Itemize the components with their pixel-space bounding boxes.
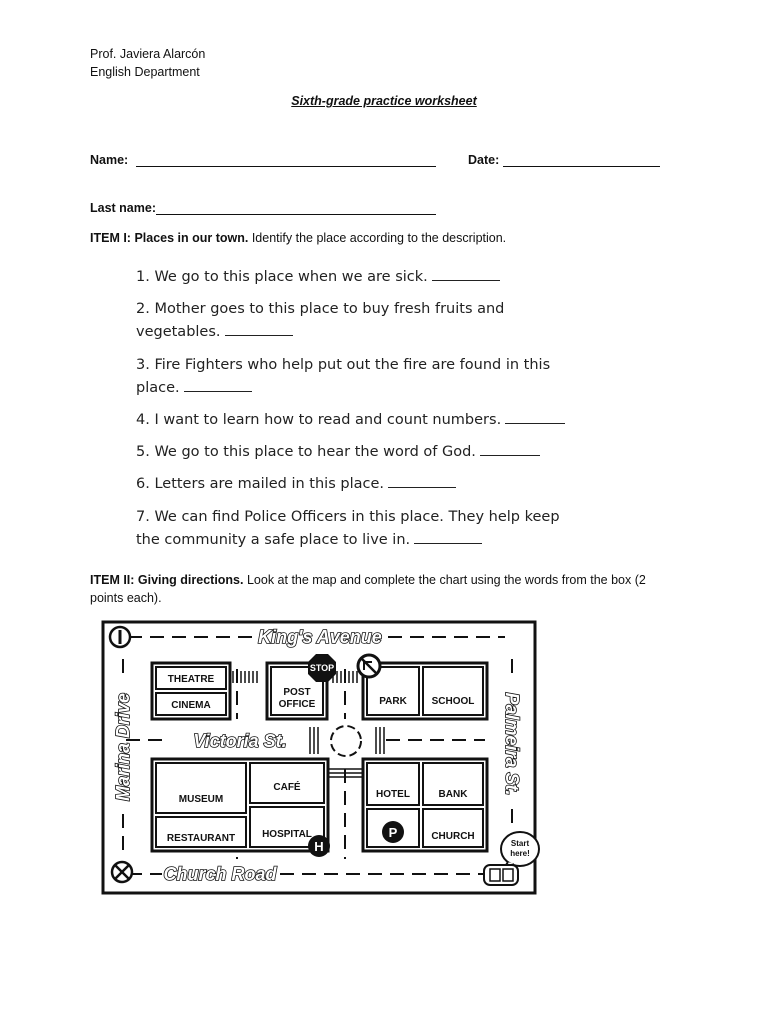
item1-title: ITEM I: Places in our town. (90, 231, 249, 245)
question-7-cont (136, 529, 482, 552)
start-label-2: here! (510, 849, 530, 858)
answer-blank[interactable] (388, 473, 456, 488)
item2-instruction: Look at the map and complete the chart using the words from the box (2 (243, 573, 646, 587)
item2-instruction-cont: points each). (90, 591, 162, 605)
question-3 (136, 354, 550, 377)
question-5 (136, 441, 540, 464)
cinema-label: CINEMA (171, 700, 211, 711)
street-palmeira: Palmeira St. (502, 692, 522, 796)
question-6 (136, 473, 456, 496)
car-icon (484, 865, 518, 885)
street-kings-avenue: King's Avenue (258, 627, 382, 647)
question-2-cont (136, 321, 293, 344)
answer-blank[interactable] (480, 441, 540, 456)
church-label: CHURCH (431, 831, 475, 842)
park-label: PARK (379, 696, 407, 707)
name-blank[interactable] (136, 154, 436, 167)
question-2 (136, 298, 504, 321)
hotel-label: HOTEL (376, 789, 410, 800)
post-office-label-1: POST (283, 687, 311, 698)
compass-top-left (110, 627, 130, 647)
answer-blank[interactable] (414, 529, 482, 544)
worksheet-title: Sixth-grade practice worksheet (291, 94, 477, 108)
town-map (100, 619, 540, 897)
no-entry-sign (358, 655, 380, 677)
teacher-name: Prof. Javiera Alarcón (90, 47, 206, 61)
answer-blank[interactable] (225, 321, 293, 336)
date-label: Date: (468, 153, 500, 167)
stop-sign-label: STOP (309, 663, 335, 673)
question-text: vegetables. (136, 324, 221, 340)
item2-heading (90, 571, 690, 589)
question-text: place. (136, 380, 180, 396)
question-text: 4. I want to learn how to read and count numbers. (136, 412, 502, 428)
restaurant-label: RESTAURANT (166, 833, 236, 844)
museum-label: MUSEUM (178, 794, 224, 805)
department-name: English Department (90, 65, 200, 79)
question-text: the community a safe place to live in. (136, 532, 411, 548)
question-text: 5. We go to this place to hear the word of God. (136, 444, 476, 460)
last-name-blank[interactable] (156, 202, 436, 215)
street-church-road: Church Road (163, 864, 277, 884)
question-text: 3. Fire Fighters who help put out the fire are found in this (136, 357, 551, 373)
answer-blank[interactable] (505, 409, 565, 424)
hospital-label: HOSPITAL (262, 829, 312, 840)
name-label: Name: (90, 153, 129, 167)
date-blank[interactable] (503, 154, 660, 167)
school-label: SCHOOL (431, 696, 475, 707)
cafe-label: CAFÉ (273, 782, 301, 793)
question-text: 6. Letters are mailed in this place. (136, 476, 384, 492)
question-1 (136, 266, 500, 289)
hospital-sign-label: H (314, 839, 324, 854)
item2-title: ITEM II: Giving directions. (90, 573, 244, 587)
question-text: 1. We go to this place when we are sick. (136, 269, 428, 285)
parking-sign (382, 821, 404, 843)
question-text: 7. We can find Police Officers in this place. They help keep (136, 509, 560, 525)
compass-bottom-left (112, 862, 132, 882)
item1-heading (90, 229, 506, 247)
item1-instruction: Identify the place according to the description. (248, 231, 507, 245)
post-office-label-2: OFFICE (278, 699, 316, 710)
question-7 (136, 506, 560, 529)
question-4 (136, 409, 565, 432)
answer-blank[interactable] (432, 266, 500, 281)
street-victoria: Victoria St. (193, 731, 287, 751)
last-name-label: Last name: (90, 201, 156, 215)
stop-sign (308, 654, 336, 682)
start-label-1: Start (510, 839, 530, 848)
parking-sign-label: P (388, 825, 398, 840)
question-3-cont (136, 377, 252, 400)
hospital-sign (308, 835, 330, 857)
question-text: 2. Mother goes to this place to buy fresh fruits and (136, 301, 505, 317)
answer-blank[interactable] (184, 377, 252, 392)
bank-label: BANK (438, 789, 468, 800)
street-marina-drive: Marina Drive (113, 692, 133, 802)
theatre-label: THEATRE (167, 674, 215, 685)
